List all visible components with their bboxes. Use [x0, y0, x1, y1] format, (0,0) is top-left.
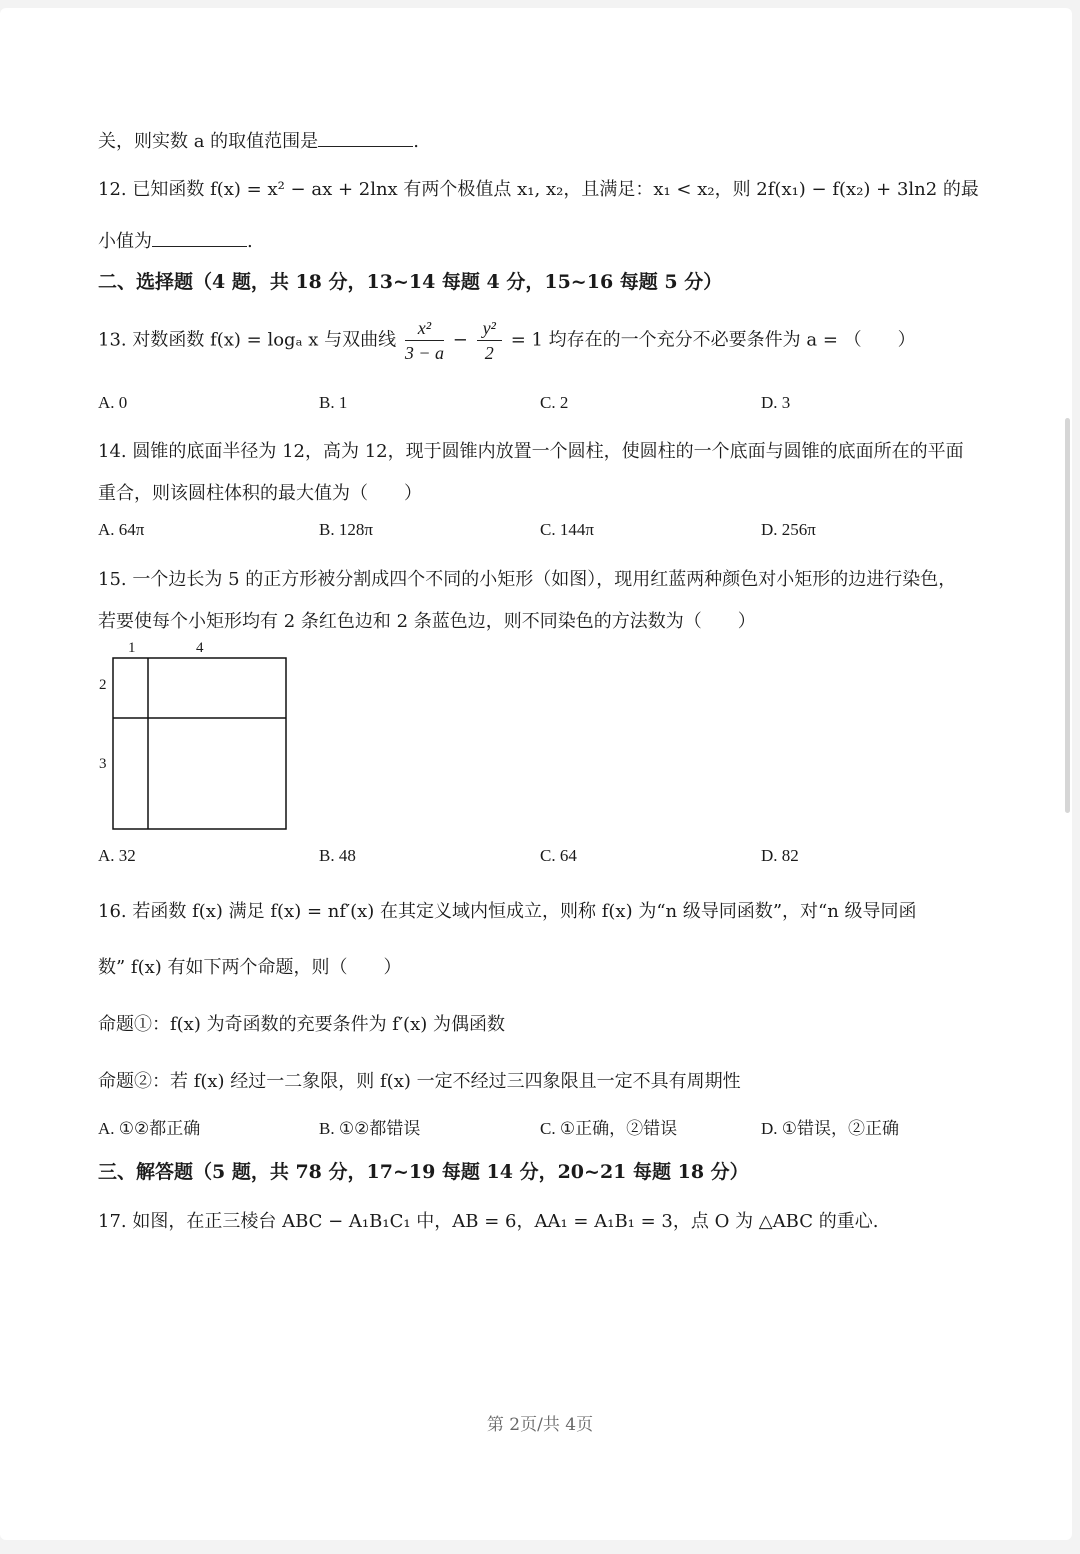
partitioned-square-figure — [110, 654, 290, 840]
q16-option-a: A. ①②都正确 — [98, 1119, 201, 1138]
q15-option-d: D. 82 — [761, 846, 799, 865]
q16-option-b: B. ①②都错误 — [319, 1119, 421, 1138]
q15-option-b: B. 48 — [319, 846, 356, 865]
q12-line2: 小值为 . — [98, 228, 253, 254]
q15-option-c: C. 64 — [540, 846, 577, 865]
q16-proposition-2: 命题②：若 f(x) 经过一二象限，则 f(x) 一定不经过三四象限且一定不具有周期性 — [98, 1071, 741, 1092]
figure-label-top-1: 1 — [128, 640, 136, 656]
q15-line1: 15. 一个边长为 5 的正方形被分割成四个不同的小矩形（如图），现用红蓝两种颜色对小矩形的边进行染色， — [98, 569, 957, 590]
document-page — [0, 8, 1072, 1540]
q12-line1: 12. 已知函数 f(x) = x² − ax + 2lnx 有两个极值点 x₁, x₂，且满足：x₁ < x₂，则 2f(x₁) − f(x₂) + 3ln2 的最 — [98, 179, 979, 200]
q15-line2: 若要使每个小矩形均有 2 条红色边和 2 条蓝色边，则不同染色的方法数为（ ） — [98, 611, 756, 632]
q14-option-d: D. 256π — [761, 520, 816, 539]
fraction-x: $\frac{\text{x²}}{3 - a}$ — [404, 318, 444, 363]
q16-option-d: D. ①错误，②正确 — [761, 1119, 900, 1138]
figure-label-side-2: 2 — [99, 677, 107, 693]
q14-option-a: A. 64π — [98, 520, 145, 539]
q13-option-d: D. 3 — [761, 393, 791, 412]
q13-option-c: C. 2 — [540, 393, 569, 412]
q16-option-c: C. ①正确，②错误 — [540, 1119, 678, 1138]
q14-option-c: C. 144π — [540, 520, 594, 539]
q15-option-a: A. 32 — [98, 846, 136, 865]
q14-option-b: B. 128π — [319, 520, 373, 539]
q13-option-b: B. 1 — [319, 393, 348, 412]
q14-line2: 重合，则该圆柱体积的最大值为（ ） — [98, 483, 422, 504]
section-3-heading: 三、解答题（5 题，共 78 分，17~19 每题 14 分，20~21 每题 18 分） — [98, 1161, 749, 1183]
figure-label-side-3: 3 — [99, 756, 107, 772]
answer-blank — [152, 228, 247, 247]
q16-proposition-1: 命题①：f(x) 为奇函数的充要条件为 f′(x) 为偶函数 — [98, 1014, 505, 1035]
q16-line1: 16. 若函数 f(x) 满足 f(x) = nf′(x) 在其定义域内恒成立，则称 f(x) 为“n 级导同函数”，对“n 级导同函 — [98, 901, 917, 922]
q14-line1: 14. 圆锥的底面半径为 12，高为 12，现于圆锥内放置一个圆柱，使圆柱的一个底面与圆锥的底面所在的平面 — [98, 441, 964, 462]
outer-square — [113, 658, 286, 829]
q16-line2: 数” f(x) 有如下两个命题，则（ ） — [98, 957, 402, 978]
q17-stem: 17. 如图，在正三棱台 ABC − A₁B₁C₁ 中，AB = 6，AA₁ = A₁B₁ = 3，点 O 为 △ABC 的重心. — [98, 1211, 879, 1232]
scrollbar-thumb[interactable] — [1065, 418, 1070, 813]
q13-stem: 13. 对数函数 f(x) = logₐ x 与双曲线 $\frac{\text{x²}}{3 - a}$ − $\frac{\text{y²}}{2}$ = 1 均存在的一个充分不必要条件为 a = （ ） — [98, 318, 916, 363]
fraction-y: $\frac{\text{y²}}{2}$ — [477, 316, 502, 365]
page-number-footer: 第 2页/共 4页 — [486, 1415, 594, 1435]
answer-blank — [318, 128, 413, 147]
q11-continuation: 关，则实数 a 的取值范围是 . — [98, 128, 419, 154]
section-2-heading: 二、选择题（4 题，共 18 分，13~14 每题 4 分，15~16 每题 5 分） — [98, 271, 723, 293]
q13-option-a: A. 0 — [98, 393, 128, 412]
figure-label-top-4: 4 — [196, 640, 204, 656]
